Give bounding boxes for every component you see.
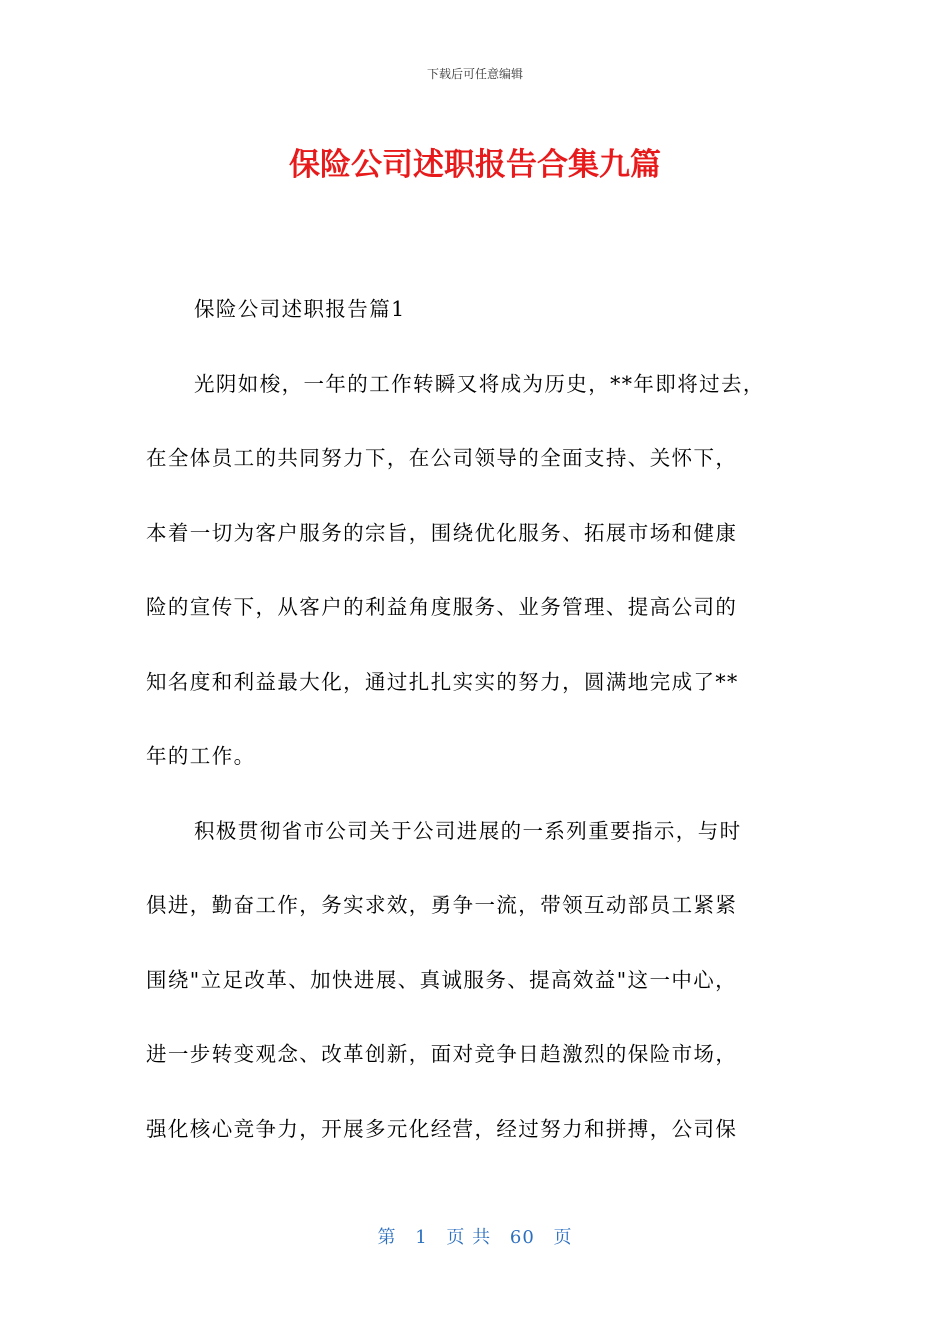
paragraph-1-line-1: 光阴如梭，一年的工作转瞬又将成为历史，**年即将过去，	[194, 371, 765, 396]
paragraph-1	[146, 347, 806, 794]
paragraph-2	[146, 794, 806, 1167]
paragraph-1-line-4: 险的宣传下，从客户的利益角度服务、业务管理、提高公司的	[146, 595, 738, 619]
paragraph-1-line-2: 在全体员工的共同努力下，在公司领导的全面支持、关怀下，	[146, 446, 738, 470]
page-middle: 页 共	[446, 1227, 492, 1248]
paragraph-2-line-3: 围绕"立足改革、加快进展、真诚服务、提高效益"这一中心，	[146, 967, 738, 992]
page-number: 1	[415, 1227, 428, 1248]
document-title: 保险公司述职报告合集九篇	[289, 147, 661, 183]
page-prefix: 第	[377, 1227, 397, 1248]
document-body	[146, 272, 806, 1166]
section-heading-text: 保险公司述职报告篇1	[194, 297, 406, 321]
page-footer	[0, 1226, 950, 1250]
paragraph-1-line-6: 年的工作。	[146, 744, 256, 768]
section-heading	[146, 272, 806, 347]
paragraph-1-line-3: 本着一切为客户服务的宗旨，围绕优化服务、拓展市场和健康	[146, 520, 738, 545]
paragraph-2-line-4: 进一步转变观念、改革创新，面对竞争日趋激烈的保险市场，	[146, 1042, 738, 1066]
paragraph-1-line-5: 知名度和利益最大化，通过扎扎实实的努力，圆满地完成了**	[146, 669, 739, 694]
page-total: 60	[509, 1227, 535, 1248]
paragraph-2-line-2: 俱进，勤奋工作，务实求效，勇争一流，带领互动部员工紧紧	[146, 893, 738, 917]
paragraph-2-line-1: 积极贯彻省市公司关于公司进展的一系列重要指示，与时	[194, 818, 742, 843]
paragraph-2-line-5: 强化核心竞争力，开展多元化经营，经过努力和拼搏，公司保	[146, 1116, 738, 1141]
header-note: 下载后可任意编辑	[426, 67, 523, 81]
page-suffix: 页	[553, 1227, 573, 1248]
